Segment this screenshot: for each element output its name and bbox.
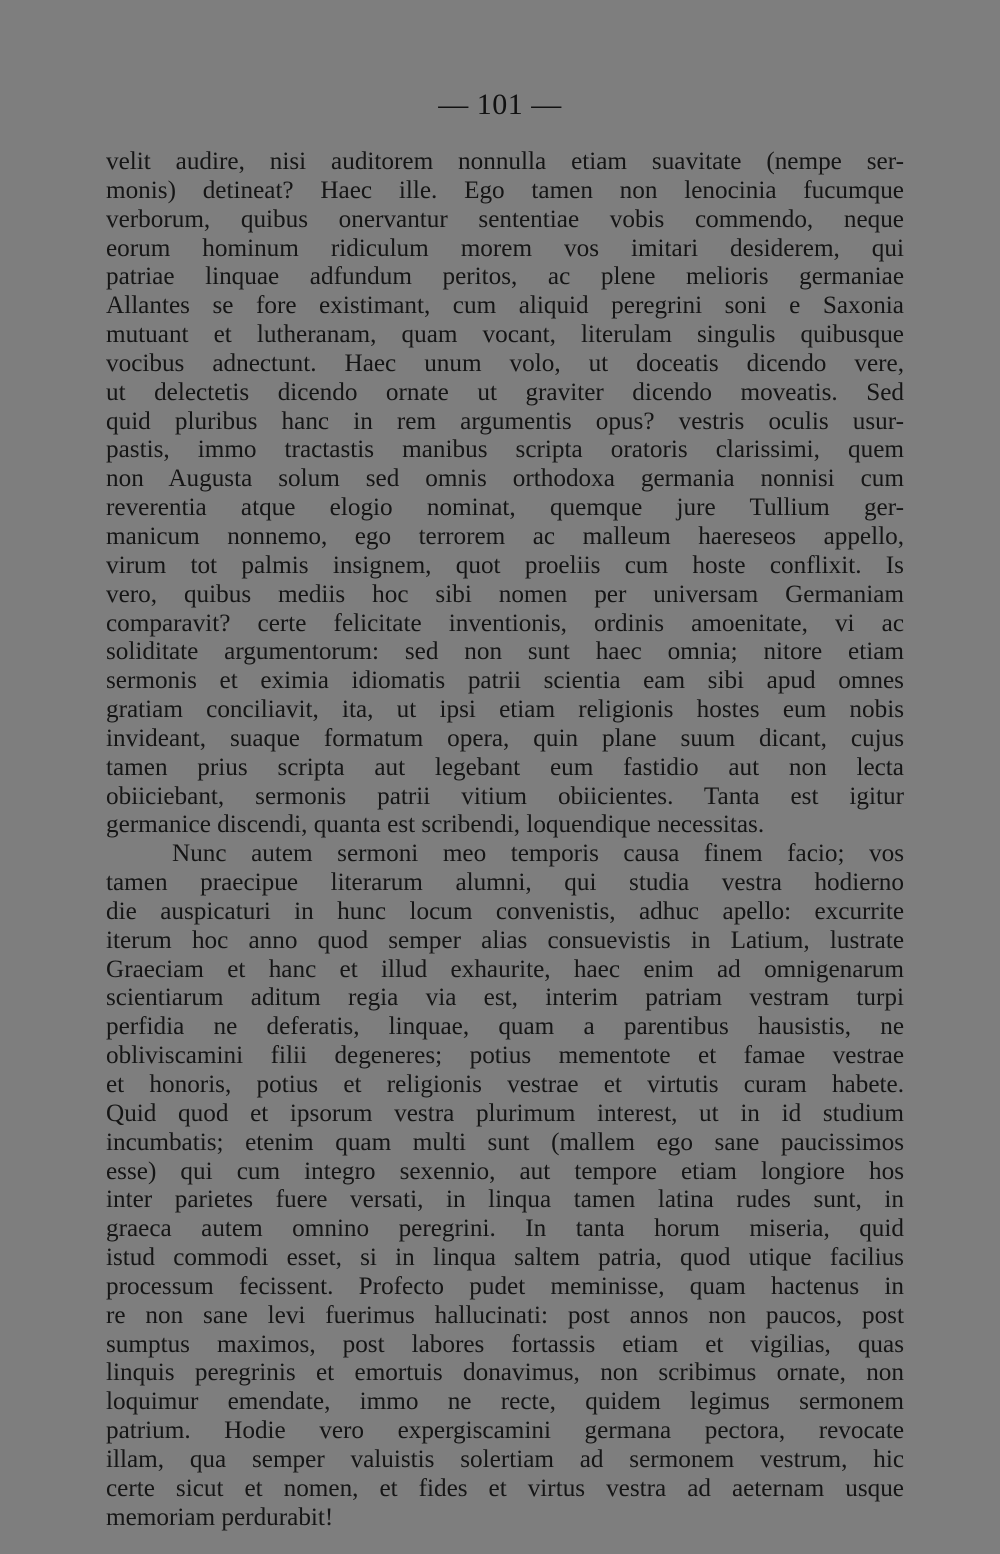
- text-line: esse) qui cum integro sexennio, aut tempore etiam longiore hos: [106, 1157, 904, 1185]
- text-line: monis) detineat? Haec ille. Ego tamen non lenocinia fucumque: [106, 176, 904, 204]
- text-line: velit audire, nisi auditorem nonnulla etiam suavitate (nempe ser-: [106, 148, 904, 175]
- text-line: graeca autem omnino peregrini. In tanta horum miseria, quid: [106, 1215, 904, 1243]
- text-line: incumbatis; etenim quam multi sunt (mallem ego sane paucissimos: [106, 1128, 904, 1156]
- text-line: Graeciam et hanc et illud exhaurite, haec enim ad omnigenarum: [106, 955, 904, 983]
- text-line: invideant, suaque formatum opera, quin plane suum dicant, cujus: [106, 724, 904, 752]
- text-line: obliviscamini filii degeneres; potius mementote et famae vestrae: [106, 1042, 904, 1070]
- text-line: verborum, quibus onervantur sententiae vobis commendo, neque: [106, 205, 904, 233]
- text-line: quid pluribus hanc in rem argumentis opus? vestris oculis usur-: [106, 407, 904, 435]
- text-line: obiiciebant, sermonis patrii vitium obiicientes. Tanta est igitur: [106, 782, 904, 810]
- text-line: processum fecissent. Profecto pudet meminisse, quam hactenus in: [106, 1272, 904, 1300]
- text-line: loquimur emendate, immo ne recte, quidem legimus sermonem: [106, 1388, 904, 1416]
- text-line: illam, qua semper valuistis solertiam ad sermonem vestrum, hic: [106, 1445, 904, 1473]
- text-line: Nunc autem sermoni meo temporis causa finem facio; vos: [172, 840, 904, 868]
- text-line: comparavit? certe felicitate inventionis, ordinis amoenitate, vi ac: [106, 609, 904, 637]
- text-line: memoriam perdurabit!: [106, 1503, 334, 1531]
- body-text: [106, 148, 904, 1533]
- text-line: ut delectetis dicendo ornate ut graviter dicendo moveatis. Sed: [106, 378, 904, 406]
- text-line: inter parietes fuere versati, in linqua tamen latina rudes sunt, in: [106, 1186, 904, 1214]
- text-line: iterum hoc anno quod semper alias consuevistis in Latium, lustrate: [106, 926, 904, 954]
- text-line: vocibus adnectunt. Haec unum volo, ut doceatis dicendo vere,: [106, 349, 904, 377]
- text-line: sumptus maximos, post labores fortassis etiam et vigilias, quas: [106, 1330, 904, 1358]
- text-line: soliditate argumentorum: sed non sunt haec omnia; nitore etiam: [106, 638, 904, 666]
- text-line: pastis, immo tractastis manibus scripta oratoris clarissimi, quem: [106, 436, 904, 464]
- text-line: virum tot palmis insignem, quot proeliis cum hoste conflixit. Is: [106, 551, 904, 579]
- text-line: re non sane levi fuerimus hallucinati: post annos non paucos, post: [106, 1301, 904, 1329]
- text-line: reverentia atque elogio nominat, quemque jure Tullium ger-: [106, 494, 904, 522]
- text-line: perfidia ne deferatis, linquae, quam a parentibus hausistis, ne: [106, 1013, 904, 1041]
- text-line: patriae linquae adfundum peritos, ac plene melioris germaniae: [106, 263, 904, 291]
- text-line: linquis peregrinis et emortuis donavimus, non scribimus ornate, non: [106, 1359, 904, 1387]
- text-line: certe sicut et nomen, et fides et virtus vestra ad aeternam usque: [106, 1474, 904, 1502]
- text-line: die auspicaturi in hunc locum convenistis, adhuc apello: excurrite: [106, 897, 904, 925]
- text-line: germanice discendi, quanta est scribendi, loquendique necessitas.: [106, 811, 765, 839]
- text-line: scientiarum aditum regia via est, interim patriam vestram turpi: [106, 984, 904, 1012]
- text-line: tamen prius scripta aut legebant eum fastidio aut non lecta: [106, 753, 904, 781]
- text-line: istud commodi esset, si in linqua saltem patria, quod utique facilius: [106, 1244, 904, 1272]
- text-line: eorum hominum ridiculum morem vos imitari desiderem, qui: [106, 234, 904, 262]
- text-line: gratiam conciliavit, ita, ut ipsi etiam religionis hostes eum nobis: [106, 696, 904, 724]
- text-line: patrium. Hodie vero expergiscamini germana pectora, revocate: [106, 1417, 904, 1445]
- text-line: et honoris, potius et religionis vestrae et virtutis curam habete.: [106, 1071, 904, 1098]
- text-line: vero, quibus mediis hoc sibi nomen per universam Germaniam: [106, 580, 904, 608]
- text-line: manicum nonnemo, ego terrorem ac malleum haereseos appello,: [106, 522, 904, 550]
- text-line: non Augusta solum sed omnis orthodoxa germania nonnisi cum: [106, 465, 904, 493]
- page-number: — 101 —: [438, 88, 562, 121]
- text-line: Allantes se fore existimant, cum aliquid peregrini soni e Saxonia: [106, 292, 904, 320]
- text-line: sermonis et eximia idiomatis patrii scientia eam sibi apud omnes: [106, 667, 904, 695]
- text-line: Quid quod et ipsorum vestra plurimum interest, ut in id studium: [106, 1099, 904, 1127]
- text-line: tamen praecipue literarum alumni, qui studia vestra hodierno: [106, 869, 904, 897]
- text-line: mutuant et lutheranam, quam vocant, literulam singulis quibusque: [106, 321, 904, 349]
